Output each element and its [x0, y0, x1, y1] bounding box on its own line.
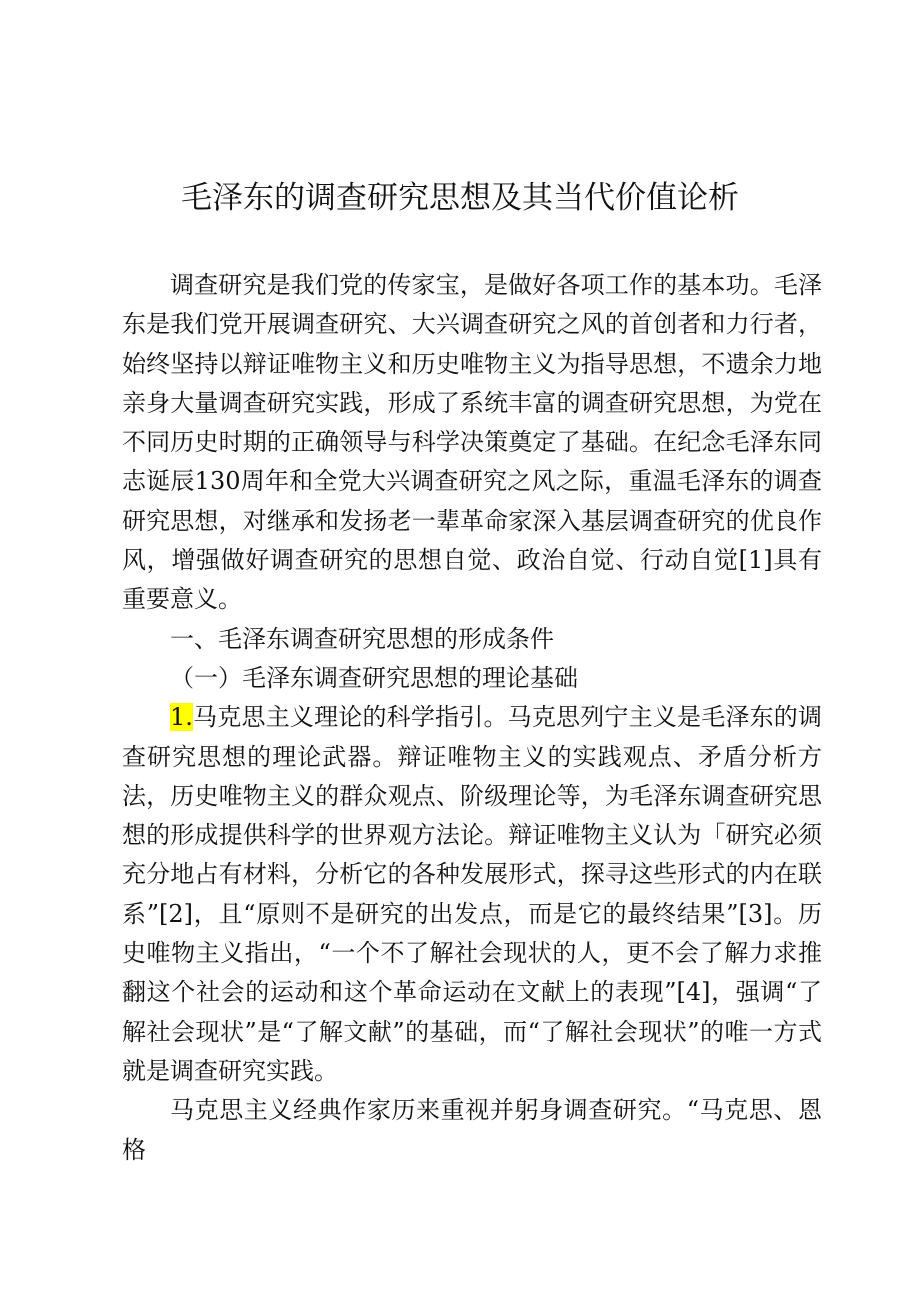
subsection-heading: （一）毛泽东调查研究思想的理论基础 — [170, 663, 578, 692]
highlighted-item-number: 1. — [170, 703, 193, 732]
section-heading: 一、毛泽东调查研究思想的形成条件 — [170, 624, 554, 653]
theory-paragraph-text: 马克思主义理论的科学指引。马克思列宁主义是毛泽东的调查研究思想的理论武器。辩证唯物主义的实践观点、矛盾分析方法，历史唯物主义的群众观点、阶级理论等，为毛泽东调查研究思想的形成提供科学的世界观方法论。辩证唯物主义认为「研究必须充分地占有材料，分析它的各种发展形式，探寻这些形式的内在联系”[2]，且“原则不是研究的出发点，而是它的最终结果”[3]。历史唯物主义指出，“一个不了解社会现状的人，更不会了解力求推翻这个社会的运动和这个革命运动在文献上的表现”[4]，强调“了解社会现状”是“了解文献”的基础，而“了解社会现状”的唯一方式就是调查研究实践。 — [122, 703, 822, 1085]
classics-paragraph: 马克思主义经典作家历来重视并躬身调查研究。“马克思、恩格 — [122, 1096, 822, 1164]
theory-paragraph — [122, 698, 822, 1091]
document-body — [122, 266, 822, 1170]
document-title: 毛泽东的调查研究思想及其当代价值论析 — [181, 180, 739, 216]
intro-paragraph: 调查研究是我们党的传家宝，是做好各项工作的基本功。毛泽东是我们党开展调查研究、大兴调查研究之风的首创者和力行者，始终坚持以辩证唯物主义和历史唯物主义为指导思想，不遗余力地亲身大量调查研究实践，形成了系统丰富的调查研究思想，为党在不同历史时期的正确领导与科学决策奠定了基础。在纪念毛泽东同志诞辰130周年和全党大兴调查研究之风之际，重温毛泽东的调查研究思想，对继承和发扬老一辈革命家深入基层调查研究的优良作风，增强做好调查研究的思想自觉、政治自觉、行动自觉[1]具有重要意义。 — [122, 271, 822, 614]
